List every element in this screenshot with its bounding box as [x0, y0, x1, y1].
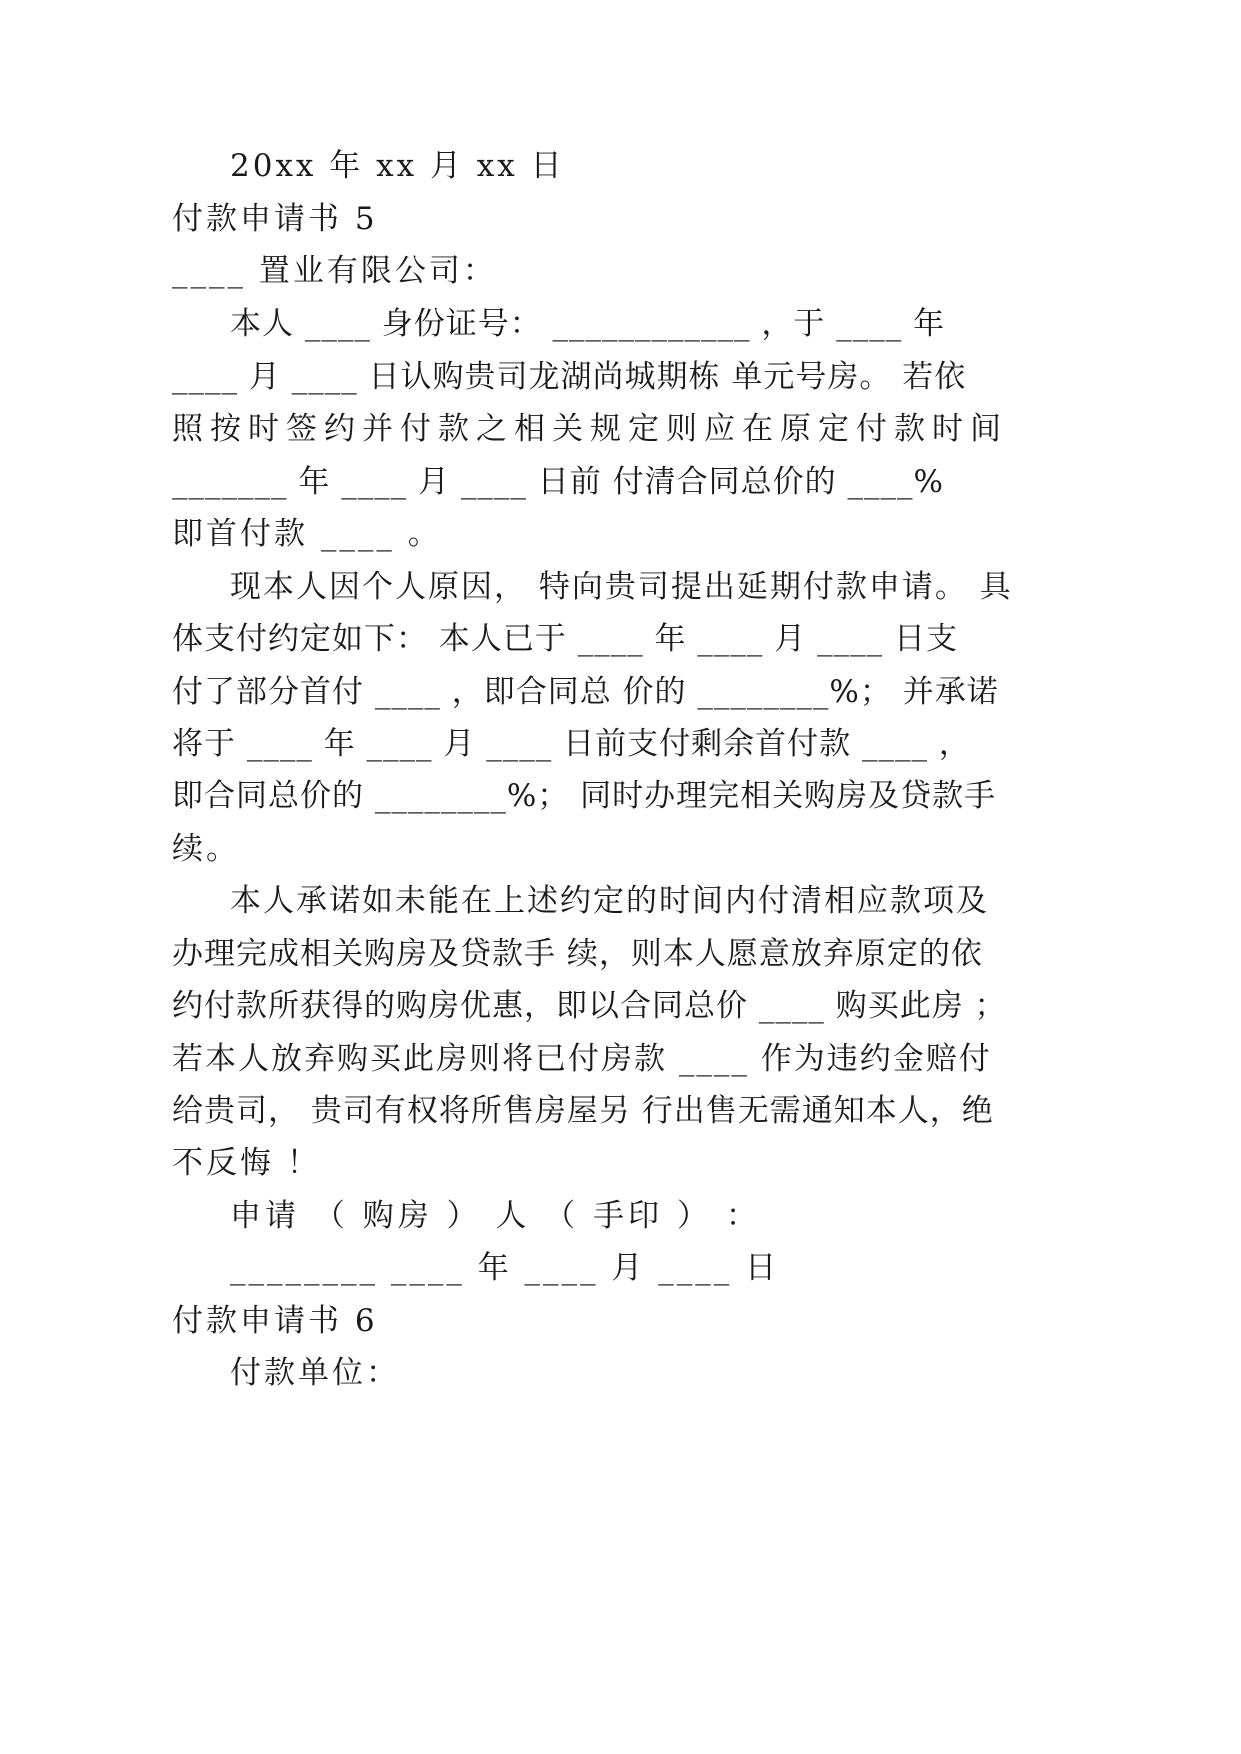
paragraph-line: 现本人因个人原因， 特向贵司提出延期付款申请。 具 [230, 569, 1013, 605]
paragraph-line: 续。 [172, 831, 240, 867]
signature-line: 申请 （ 购房 ） 人 （ 手印 ） ： [230, 1198, 761, 1234]
date-line: 20xx 年 xx 月 xx 日 [230, 148, 565, 184]
paragraph-line: 本人承诺如未能在上述约定的时间内付清相应款项及 [230, 883, 989, 919]
paragraph-line: 不反悔 ！ [172, 1145, 321, 1181]
payer-label: 付款单位： [230, 1355, 400, 1391]
paragraph-line: 若本人放弃购买此房则将已付房款 ____ 作为违约金赔付 [172, 1041, 992, 1077]
paragraph-line: 付了部分首付 ____ ，即合同总 价的 ________%； 并承诺 [172, 674, 999, 710]
paragraph-line: 本人 ____ 身份证号： ____________ ，于 ____ 年 [230, 306, 946, 342]
section-title-5: 付款申请书 5 [172, 201, 378, 237]
paragraph-line: 将于 ____ 年 ____ 月 ____ 日前支付剩余首付款 ____ ， [172, 726, 971, 762]
signature-date-line: ________ ____ 年 ____ 月 ____ 日 [230, 1250, 780, 1286]
paragraph-line: 给贵司， 贵司有权将所售房屋另 行出售无需通知本人，绝 [172, 1093, 994, 1129]
paragraph-line: 即首付款 ____ 。 [172, 516, 442, 552]
section-title-6: 付款申请书 6 [172, 1303, 378, 1339]
paragraph-line: 照按时签约并付款之相关规定则应在原定付款时间 [172, 411, 1008, 447]
paragraph-line: 体支付约定如下： 本人已于 ____ 年 ____ 月 ____ 日支 [172, 621, 958, 657]
paragraph-line: 即合同总价的 ________%； 同时办理完相关购房及贷款手 [172, 778, 997, 814]
paragraph-line: 约付款所获得的购房优惠，即以合同总价 ____ 购买此房 ； [172, 988, 1007, 1024]
paragraph-line: _______ 年 ____ 月 ____ 日前 付清合同总价的 ____% [172, 464, 944, 500]
paragraph-line: ____ 月 ____ 日认购贵司龙湖尚城期栋 单元号房。 若依 [172, 359, 967, 395]
paragraph-line: 办理完成相关购房及贷款手 续，则本人愿意放弃原定的依 [172, 936, 983, 972]
addressee-line: ____ 置业有限公司： [172, 253, 497, 289]
